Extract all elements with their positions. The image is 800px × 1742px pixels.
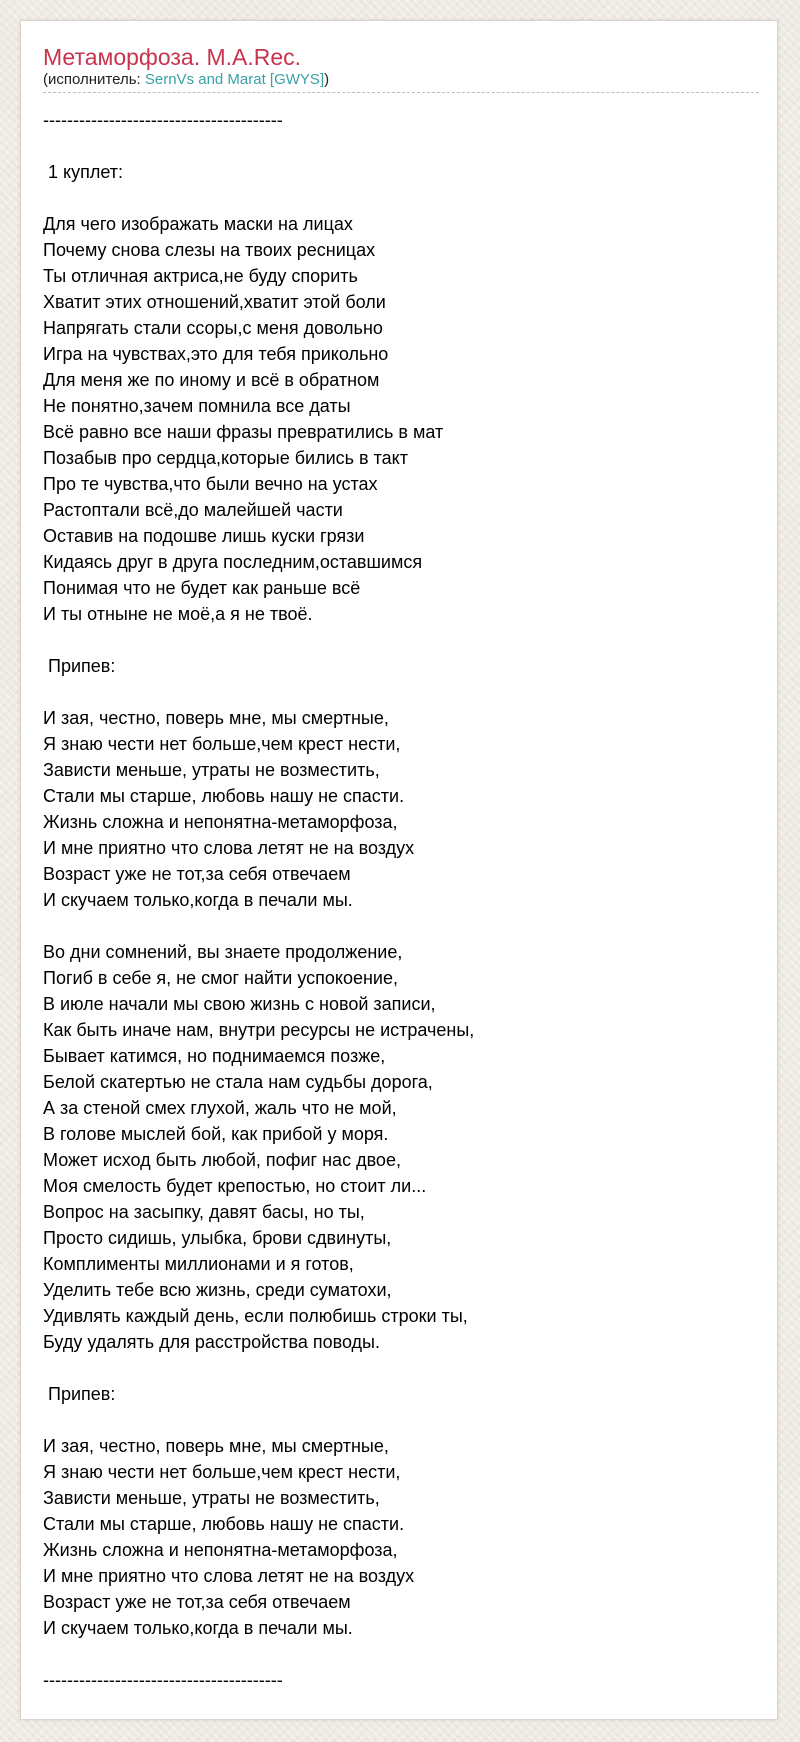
lyrics-line: И зая, честно, поверь мне, мы смертные, [43, 1436, 389, 1456]
lyrics-line: Во дни сомнений, вы знаете продолжение, [43, 942, 403, 962]
lyrics-blank-line [43, 133, 759, 159]
lyrics-card [20, 20, 778, 1720]
lyrics-line: Всё равно все наши фразы превратились в мат [43, 422, 444, 442]
lyrics-line: Понимая что не будет как раньше всё [43, 578, 361, 598]
lyrics-line: Хватит этих отношений,хватит этой боли [43, 292, 386, 312]
lyrics-line: Про те чувства,что были вечно на устах [43, 474, 378, 494]
lyrics-line: Бывает катимся, но поднимаемся позже, [43, 1046, 386, 1066]
lyrics-line: Растоптали всё,до малейшей части [43, 500, 343, 520]
lyrics-line: 1 куплет: [43, 162, 123, 182]
lyrics-blank-line [43, 185, 759, 211]
lyrics-line: Зависти меньше, утраты не возместить, [43, 1488, 380, 1508]
lyrics-line: ---------------------------------------- [43, 110, 283, 130]
lyrics-blank-line [43, 1355, 759, 1381]
lyrics-line: Позабыв про сердца,которые бились в такт [43, 448, 408, 468]
lyrics-line: Просто сидишь, улыбка, брови сдвинуты, [43, 1228, 392, 1248]
performer-link[interactable]: SernVs and Marat [GWYS] [144, 71, 325, 88]
lyrics-line: Комплименты миллионами и я готов, [43, 1254, 354, 1274]
lyrics-line: Белой скатертью не стала нам судьбы дорога, [43, 1072, 433, 1092]
lyrics-blank-line [43, 679, 759, 705]
lyrics-line: Жизнь сложна и непонятна-метаморфоза, [43, 812, 398, 832]
lyrics-line: Не понятно,зачем помнила все даты [43, 396, 351, 416]
lyrics-line: И мне приятно что слова летят не на воздух [43, 838, 415, 858]
lyrics-line: Напрягать стали ссоры,с меня довольно [43, 318, 383, 338]
lyrics-line: Погиб в себе я, не смог найти успокоение, [43, 968, 398, 988]
lyrics-line: Вопрос на засыпку, давят басы, но ты, [43, 1202, 365, 1222]
lyrics-blank-line [43, 913, 759, 939]
lyrics-line: И скучаем только,когда в печали мы. [43, 890, 353, 910]
lyrics-line: Удивлять каждый день, если полюбишь строки ты, [43, 1306, 468, 1326]
lyrics-line: Припев: [43, 656, 116, 676]
lyrics-line: Для чего изображать маски на лицах [43, 214, 353, 234]
lyrics-line: Игра на чувствах,это для тебя прикольно [43, 344, 389, 364]
lyrics-line: В июле начали мы свою жизнь с новой записи, [43, 994, 436, 1014]
performer-line [43, 71, 759, 89]
lyrics-line: Буду удалять для расстройства поводы. [43, 1332, 380, 1352]
lyrics-line: Как быть иначе нам, внутри ресурсы не истрачены, [43, 1020, 475, 1040]
lyrics-blank-line [43, 1641, 759, 1667]
song-title: Метаморфоза. M.A.Rec. [43, 44, 302, 70]
lyrics-line: ---------------------------------------- [43, 1670, 283, 1690]
lyrics-line: И зая, честно, поверь мне, мы смертные, [43, 708, 389, 728]
lyrics-line: И ты отныне не моё,а я не твоё. [43, 604, 313, 624]
lyrics-line: И скучаем только,когда в печали мы. [43, 1618, 353, 1638]
lyrics-line: И мне приятно что слова летят не на воздух [43, 1566, 415, 1586]
performer-suffix: ) [324, 71, 330, 88]
lyrics-line: Стали мы старше, любовь нашу не спасти. [43, 1514, 405, 1534]
lyrics-line: Оставив на подошве лишь куски грязи [43, 526, 365, 546]
lyrics-line: Кидаясь друг в друга последним,оставшимся [43, 552, 423, 572]
lyrics-line: Может исход быть любой, пофиг нас двое, [43, 1150, 401, 1170]
lyrics-blank-line [43, 1407, 759, 1433]
lyrics-line: Припев: [43, 1384, 116, 1404]
performer-prefix: (исполнитель: [43, 71, 145, 88]
lyrics-line: Жизнь сложна и непонятна-метаморфоза, [43, 1540, 398, 1560]
lyrics-blank-line [43, 627, 759, 653]
lyrics-text [43, 107, 759, 1693]
song-header [43, 43, 759, 93]
lyrics-line: Я знаю чести нет больше,чем крест нести, [43, 734, 401, 754]
lyrics-line: Моя смелость будет крепостью, но стоит ли... [43, 1176, 427, 1196]
lyrics-line: А за стеной смех глухой, жаль что не мой, [43, 1098, 397, 1118]
lyrics-line: Почему снова слезы на твоих ресницах [43, 240, 376, 260]
lyrics-line: Уделить тебе всю жизнь, среди суматохи, [43, 1280, 392, 1300]
lyrics-line: Ты отличная актриса,не буду спорить [43, 266, 358, 286]
lyrics-line: Возраст уже не тот,за себя отвечаем [43, 1592, 351, 1612]
lyrics-line: В голове мыслей бой, как прибой у моря. [43, 1124, 389, 1144]
lyrics-line: Зависти меньше, утраты не возместить, [43, 760, 380, 780]
lyrics-line: Стали мы старше, любовь нашу не спасти. [43, 786, 405, 806]
lyrics-line: Я знаю чести нет больше,чем крест нести, [43, 1462, 401, 1482]
lyrics-line: Возраст уже не тот,за себя отвечаем [43, 864, 351, 884]
lyrics-line: Для меня же по иному и всё в обратном [43, 370, 380, 390]
